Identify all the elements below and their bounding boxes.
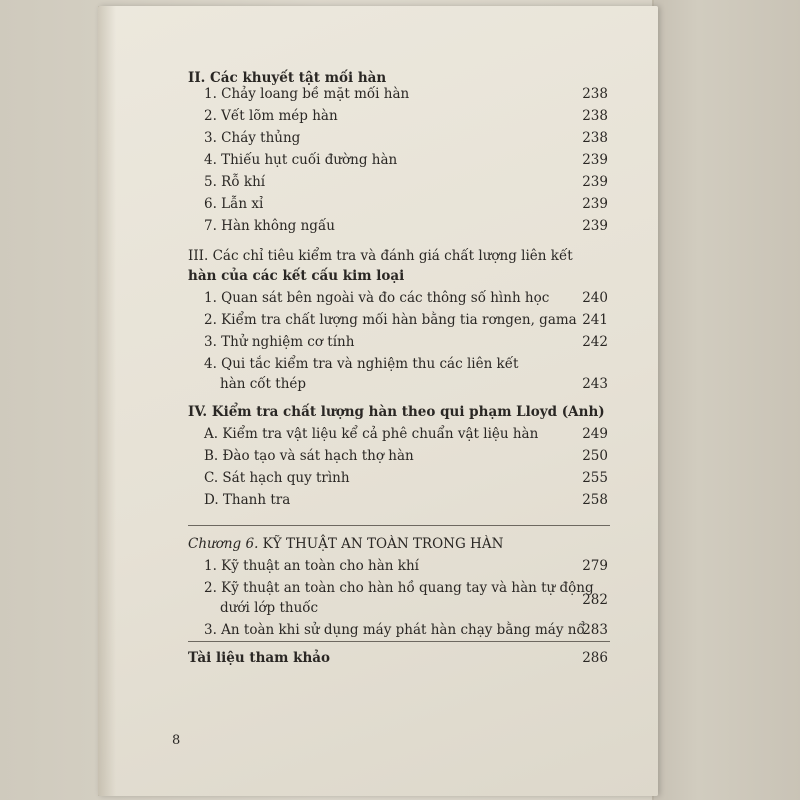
toc-entry xyxy=(220,592,608,618)
toc-entry-page: 238 xyxy=(582,108,608,124)
toc-entry xyxy=(204,288,608,308)
toc-section-title: III. Các chỉ tiêu kiểm tra và đánh giá chất lượng liên kết xyxy=(188,248,573,264)
toc-entry-label: 2. Kỹ thuật an toàn cho hàn hồ quang tay và hàn tự động xyxy=(204,580,594,596)
toc-entry xyxy=(204,468,608,488)
toc-entry-page: 239 xyxy=(582,218,608,234)
toc-entry-page: 249 xyxy=(582,426,608,442)
toc-entry-page: 238 xyxy=(582,130,608,146)
toc-entry-page: 238 xyxy=(582,86,608,102)
toc-section-title: II. Các khuyết tật mối hàn xyxy=(188,70,387,86)
toc-entry xyxy=(204,150,608,170)
toc-entry-label: 4. Thiếu hụt cuối đường hàn xyxy=(204,152,398,168)
toc-entry xyxy=(204,620,608,640)
toc-chapter-title: KỸ THUẬT AN TOÀN TRONG HÀN xyxy=(262,536,504,552)
toc-entry xyxy=(204,194,608,214)
toc-section-3-line2 xyxy=(188,266,608,286)
divider xyxy=(188,641,610,642)
toc-section-4 xyxy=(188,402,608,422)
toc-entry-label: 7. Hàn không ngấu xyxy=(204,218,335,234)
toc-chapter-label: Chương 6. xyxy=(188,536,259,552)
toc-entry-page: 255 xyxy=(582,470,608,486)
toc-entry xyxy=(204,490,608,510)
toc-entry xyxy=(204,354,608,374)
toc-entry-page: 242 xyxy=(582,334,608,350)
toc-section-title: IV. Kiểm tra chất lượng hàn theo qui phạm Lloyd (Anh) xyxy=(188,404,605,420)
toc-entry-label: C. Sát hạch quy trình xyxy=(204,470,350,486)
toc-entry xyxy=(204,446,608,466)
toc-entry-label: 1. Quan sát bên ngoài và đo các thông số hình học xyxy=(204,290,550,306)
toc-entry-label: 1. Chảy loang bề mặt mối hàn xyxy=(204,86,410,102)
toc-entry xyxy=(204,106,608,126)
toc-entry-label: 6. Lẫn xỉ xyxy=(204,196,264,212)
toc-references-label: Tài liệu tham khảo xyxy=(188,650,331,666)
toc-entry-page: 239 xyxy=(582,152,608,168)
toc-references-page: 286 xyxy=(582,650,608,666)
toc-entry-label: dưới lớp thuốc xyxy=(220,600,319,616)
toc-entry-label: 3. An toàn khi sử dụng máy phát hàn chạy bằng máy nổ xyxy=(204,622,585,638)
toc-entry xyxy=(220,374,608,394)
page-number: 8 xyxy=(172,733,181,748)
toc-entry-page: 282 xyxy=(582,592,608,608)
toc-entry-label: hàn cốt thép xyxy=(220,376,307,392)
toc-entry xyxy=(204,556,608,576)
toc-entry-label: 1. Kỹ thuật an toàn cho hàn khí xyxy=(204,558,419,574)
toc-entry-page: 279 xyxy=(582,558,608,574)
toc-references xyxy=(188,648,608,668)
toc-entry-label: 2. Vết lõm mép hàn xyxy=(204,108,338,124)
toc-entry-page: 243 xyxy=(582,376,608,392)
toc-entry-label: 2. Kiểm tra chất lượng mối hàn bằng tia rơngen, gama xyxy=(204,312,577,328)
toc-chapter-6 xyxy=(188,534,608,554)
toc-entry-page: 241 xyxy=(582,312,608,328)
toc-entry-label: B. Đào tạo và sát hạch thợ hàn xyxy=(204,448,414,464)
toc-entry-page: 239 xyxy=(582,196,608,212)
toc-entry-label: A. Kiểm tra vật liệu kể cả phê chuẩn vật liệu hàn xyxy=(204,426,539,442)
toc-entry xyxy=(204,332,608,352)
toc-entry-page: 239 xyxy=(582,174,608,190)
toc-entry xyxy=(204,128,608,148)
divider xyxy=(188,525,610,526)
toc-entry xyxy=(204,578,608,598)
page-gutter-shadow xyxy=(98,6,116,796)
toc-entry xyxy=(204,84,608,104)
toc-entry-page: 250 xyxy=(582,448,608,464)
toc-entry-page: 240 xyxy=(582,290,608,306)
toc-entry-label: 3. Thử nghiệm cơ tính xyxy=(204,334,355,350)
toc-section-3-line1 xyxy=(188,246,608,266)
toc-entry xyxy=(204,310,608,330)
toc-entry-label: 4. Qui tắc kiểm tra và nghiệm thu các liên kết xyxy=(204,356,519,372)
opposite-page xyxy=(652,0,800,800)
toc-entry xyxy=(204,424,608,444)
toc-entry xyxy=(204,216,608,236)
toc-entry-label: 3. Cháy thủng xyxy=(204,130,301,146)
toc-entry xyxy=(204,172,608,192)
toc-entry-label: 5. Rỗ khí xyxy=(204,174,266,190)
toc-section-title: hàn của các kết cấu kim loại xyxy=(188,268,405,284)
toc-entry-page: 283 xyxy=(582,622,608,638)
toc-entry-page: 258 xyxy=(582,492,608,508)
toc-entry-label: D. Thanh tra xyxy=(204,492,291,508)
toc-chapter-heading xyxy=(188,534,503,554)
